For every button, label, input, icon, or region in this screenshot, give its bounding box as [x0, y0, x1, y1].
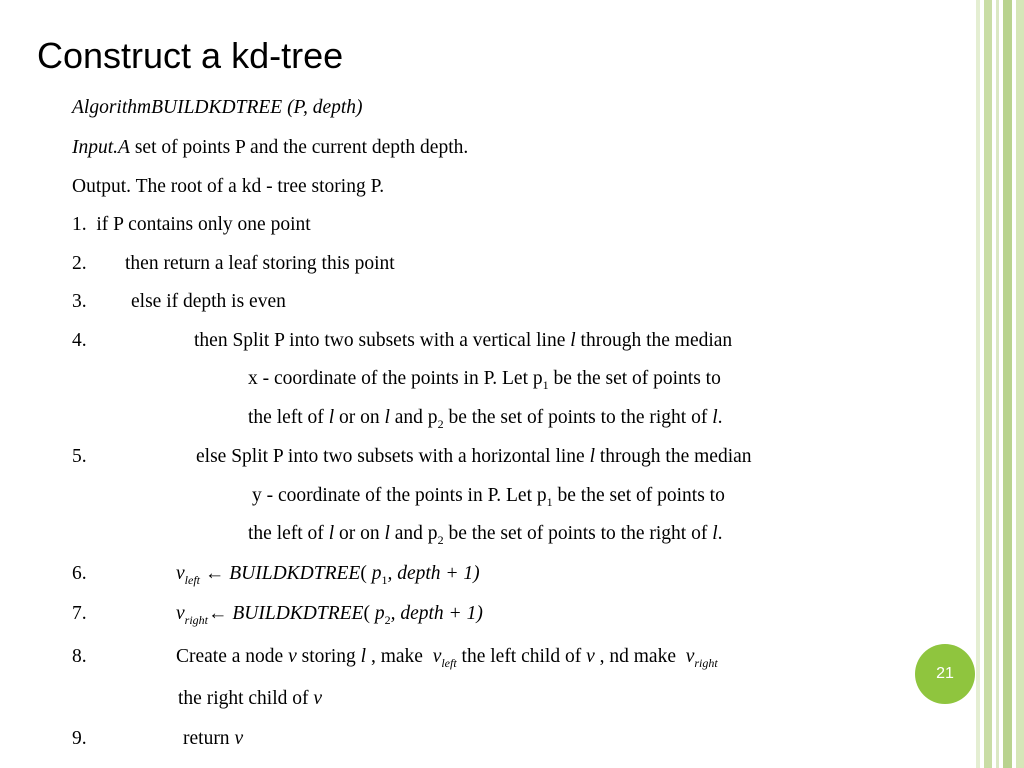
step-9: 9. return v	[72, 728, 244, 749]
step-8-cont: the right child of v	[178, 688, 323, 709]
step-5: 5. else Split P into two subsets with a horizontal line l through the median	[72, 446, 752, 467]
step-4-cont-1: x - coordinate of the points in P. Let $p_1$ be the set of points to	[248, 368, 721, 392]
output-line: Output. The root of a kd - tree storing P.	[72, 176, 385, 197]
step-1: 1. if P contains only one point	[72, 214, 311, 235]
page-number-badge: 21	[915, 644, 975, 704]
step-6: 6. $v_{left}$ ← BUILDKDTREE( $p_1$, depth + 1)	[72, 563, 480, 587]
step-2: 2. then return a leaf storing this point	[72, 253, 395, 274]
step-7: 7. $v_{right}\leftarrow$ BUILDKDTREE( $p_2$, depth + 1)	[72, 603, 483, 627]
input-line: Input.A set of points P and the current depth depth.	[72, 137, 469, 158]
step-5-cont-1: y - coordinate of the points in P. Let $p_1$ be the set of points to	[252, 485, 725, 509]
step-8: 8. Create a node v storing l , make $v_{left}$ the left child of v , nd make $v_{right}$	[72, 646, 718, 670]
algorithm-header: AlgorithmBUILDKDTREE (P, depth)	[72, 97, 363, 118]
step-3: 3. else if depth is even	[72, 291, 286, 312]
step-4-cont-2: the left of l or on l and $p_2$ be the set of points to the right of l.	[248, 407, 723, 431]
slide-title: Construct a kd-tree	[37, 35, 344, 76]
step-4: 4. then Split P into two subsets with a vertical line l through the median	[72, 330, 733, 351]
step-5-cont-2: the left of l or on l and $p_2$ be the set of points to the right of l.	[248, 523, 723, 547]
